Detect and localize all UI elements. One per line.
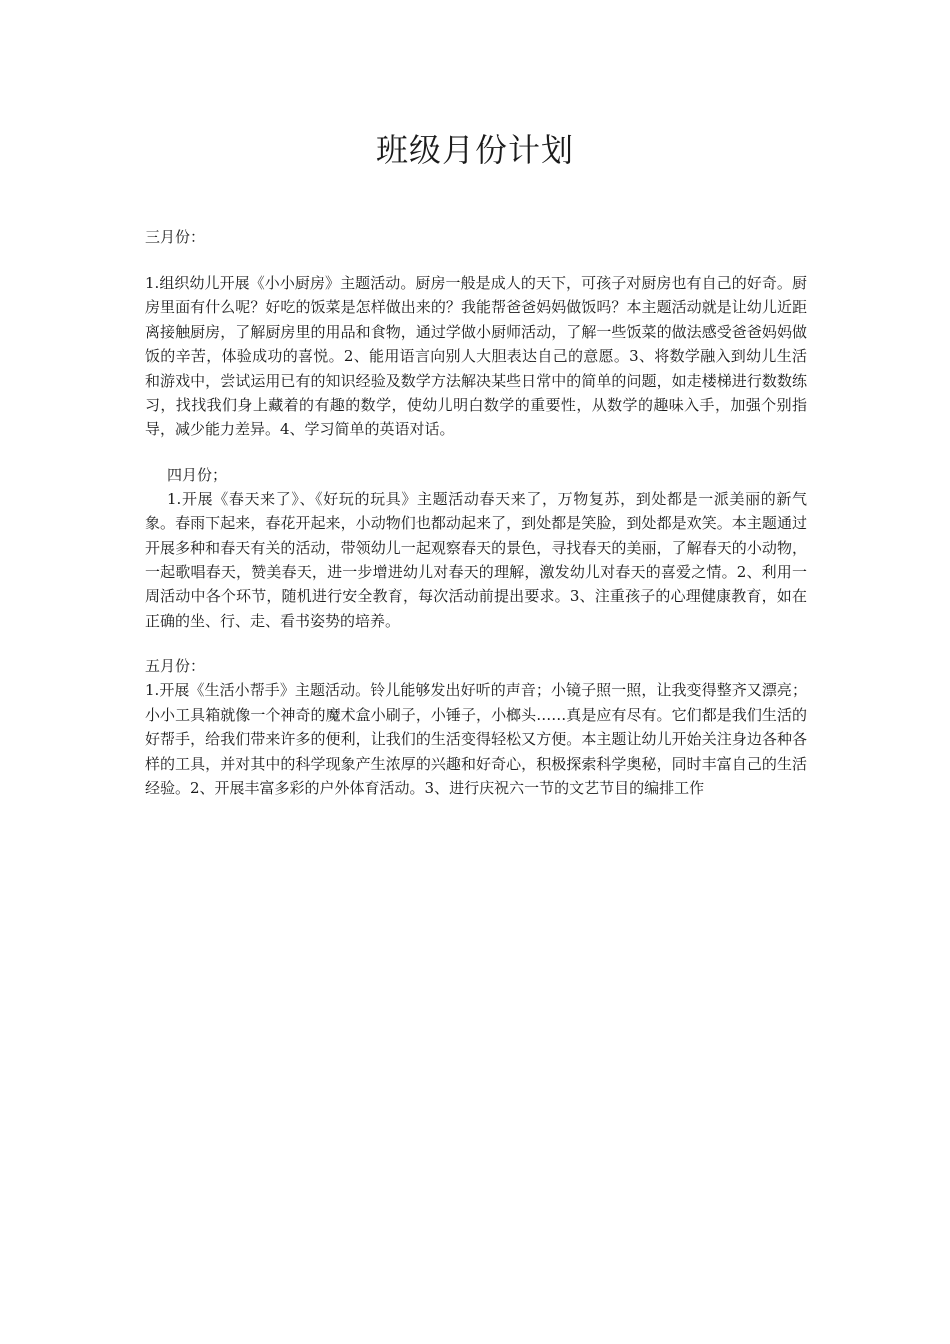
month-heading-march: 三月份： (145, 228, 206, 246)
month-heading-april: 四月份； (167, 465, 228, 484)
month-plan-may: 1.开展《生活小帮手》主题活动。铃儿能够发出好听的声音；小镜子照一照，让我变得整齐又漂亮；小小工具箱就像一个神奇的魔术盒小刷子，小锤子，小榔头……真是应有尽有。它们都是我们生活的好帮手，给我们带来许多的便利，让我们的生活变得轻松又方便。本主题让幼儿开始关注身边各种各样的工具，并对其中的科学现象产生浓厚的兴趣和好奇心，积极探索科学奥秘，同时丰富自己的生活经验。2、开展丰富多彩的户外体育活动。3、进行庆祝六一节的文艺节目的编排工作 (145, 681, 807, 797)
spacer (145, 633, 807, 654)
document-title: 班级月份计划 (375, 131, 574, 169)
month-plan-march: 1.组织幼儿开展《小小厨房》主题活动。厨房一般是成人的天下，可孩子对厨房也有自己的好奇。厨房里面有什么呢？好吃的饭菜是怎样做出来的？我能帮爸爸妈妈做饭吗？本主题活动就是让幼儿近距离接触厨房，了解厨房里的用品和食物，通过学做小厨师活动，了解一些饭菜的做法感受爸爸妈妈做饭的辛苦，体验成功的喜悦。2、能用语言向别人大胆表达自己的意愿。3、将数学融入到幼儿生活和游戏中，尝试运用已有的知识经验及数学方法解决某些日常中的简单的问题，如走楼梯进行数数练习，找找我们身上藏着的有趣的数学，使幼儿明白数学的重要性，从数学的趣味入手，加强个别指导，减少能力差异。4、学习简单的英语对话。 (145, 274, 807, 439)
month-plan-april: 1.开展《春天来了》、《好玩的玩具》主题活动春天来了，万物复苏，到处都是一派美丽的新气象。春雨下起来，春花开起来，小动物们也都动起来了，到处都是笑脸，到处都是欢笑。本主题通过开展多种和春天有关的活动，带领幼儿一起观察春天的景色，寻找春天的美丽，了解春天的小动物，一起歌唱春天，赞美春天，进一步增进幼儿对春天的理解，激发幼儿对春天的喜爱之情。2、利用一周活动中各个环节，随机进行安全教育，每次活动前提出要求。3、注重孩子的心理健康教育，如在正确的坐、行、走、看书姿势的培养。 (145, 489, 807, 630)
document-body (145, 225, 807, 800)
spacer (145, 442, 807, 463)
month-heading-may: 五月份： (145, 657, 206, 676)
spacer (145, 249, 807, 271)
